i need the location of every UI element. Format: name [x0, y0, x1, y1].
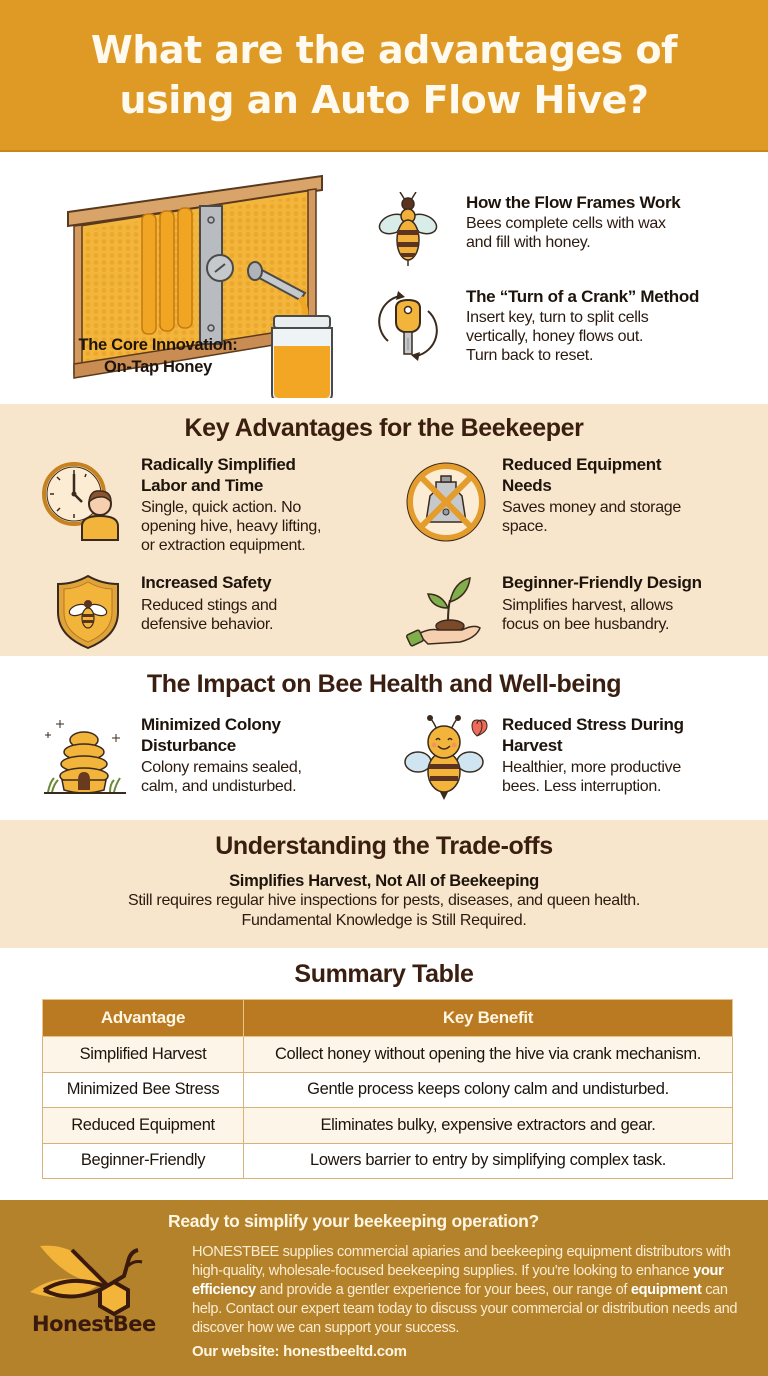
desc-line: space.: [502, 518, 548, 535]
title-line: Harvest: [502, 736, 563, 755]
body-line: Fundamental Knowledge is Still Required.: [241, 912, 527, 929]
health-desc: [141, 758, 302, 796]
table-header-row: [43, 1000, 733, 1037]
core-innovation-caption: [58, 334, 258, 378]
desc-line: or extraction equipment.: [141, 537, 306, 554]
table-cell: Gentle process keeps colony calm and undisturbed.: [244, 1072, 733, 1108]
page-header: [0, 0, 768, 152]
advantage-increased-safety: [40, 572, 380, 652]
section-title: Understanding the Trade-offs: [215, 832, 553, 860]
no-extractor-icon: [404, 460, 488, 544]
body-emphasis: equipment: [630, 1282, 702, 1298]
feature-flow-frames: [378, 192, 758, 272]
intro-section: [0, 154, 768, 404]
feature-desc: [466, 214, 666, 252]
title-line: Reduced Stress During: [502, 715, 684, 734]
table-row: [43, 1072, 733, 1108]
tradeoffs-subtitle: Simplifies Harvest, Not All of Beekeeping: [229, 872, 539, 890]
desc-line: and fill with honey.: [466, 234, 591, 251]
cta-body: [192, 1243, 752, 1338]
page-title: What are the advantages of using an Auto Flow Hive?: [90, 28, 678, 122]
body-text: can help. Contact our expert team today to discuss your commercial or distribution needs and discover how we can support your success.: [192, 1282, 738, 1336]
table-row: [43, 1143, 733, 1179]
title-line: Disturbance: [141, 736, 236, 755]
section-title: The Impact on Bee Health and Well-being: [146, 670, 622, 698]
seedling-hand-icon: [404, 572, 488, 652]
advantage-simplified-labor: [40, 454, 380, 564]
desc-line: vertically, honey flows out.: [466, 328, 644, 345]
tradeoffs-body: [0, 891, 768, 931]
advantage-desc: [141, 596, 277, 634]
bee-health-section: [0, 656, 768, 820]
column-header: Key Benefit: [244, 1000, 733, 1037]
key-rotate-icon: [378, 286, 438, 366]
cta-title: Ready to simplify your beekeeping operation?: [168, 1211, 539, 1231]
summary-table: [42, 999, 733, 1179]
table-cell: Lowers barrier to entry by simplifying complex task.: [244, 1143, 733, 1179]
caption-line: On-Tap Honey: [104, 358, 212, 376]
desc-line: Turn back to reset.: [466, 347, 594, 364]
advantage-title: Beginner-Friendly Design: [502, 573, 702, 592]
advantage-title: Increased Safety: [141, 573, 272, 592]
website-label: Our website:: [192, 1343, 284, 1360]
table-row: [43, 1037, 733, 1073]
feature-desc: [466, 308, 648, 365]
table-cell: Beginner-Friendly: [43, 1143, 244, 1179]
table-cell: Eliminates bulky, expensive extractors and gear.: [244, 1108, 733, 1144]
honestbee-logo-text: HonestBee: [32, 1312, 156, 1336]
health-title: [141, 714, 281, 756]
happy-bee-icon: [404, 714, 494, 804]
desc-line: Insert key, turn to split cells: [466, 309, 649, 326]
desc-line: opening hive, heavy lifting,: [141, 518, 322, 535]
advantage-title: [502, 454, 661, 496]
body-text: HONESTBEE supplies commercial apiaries and beekeeping equipment distributors with high-quality, wholesale-focused beekeeping supplies. If you're looking to enhance: [192, 1244, 731, 1279]
section-title: Summary Table: [294, 960, 474, 988]
title-line: Reduced Equipment: [502, 455, 662, 474]
body-line: Still requires regular hive inspections for pests, diseases, and queen health.: [127, 892, 641, 909]
website-line: [192, 1343, 407, 1360]
title-line: Labor and Time: [141, 476, 264, 495]
table-cell: Minimized Bee Stress: [43, 1072, 244, 1108]
beehive-skep-icon: [40, 714, 130, 804]
website-link[interactable]: honestbeeltd.com: [283, 1343, 407, 1360]
table-cell: Reduced Equipment: [43, 1108, 244, 1144]
footer-cta: [0, 1200, 768, 1376]
table-cell: Simplified Harvest: [43, 1037, 244, 1073]
title-line: Radically Simplified: [141, 455, 296, 474]
clock-person-icon: [40, 460, 130, 550]
desc-line: Healthier, more productive: [502, 759, 681, 776]
key-advantages-section: [0, 404, 768, 656]
body-text: and provide a gentler experience for your bees, our range of: [255, 1282, 631, 1298]
tradeoffs-section: [0, 820, 768, 948]
section-title: Key Advantages for the Beekeeper: [184, 414, 584, 442]
advantage-desc: [141, 498, 321, 555]
desc-line: Colony remains sealed,: [141, 759, 302, 776]
summary-section: [0, 948, 768, 1198]
health-desc: [502, 758, 681, 796]
feature-turn-of-crank: [378, 286, 758, 376]
bee-icon: [378, 192, 438, 272]
desc-line: Single, quick action. No: [141, 499, 302, 516]
advantage-beginner-friendly: [404, 572, 754, 652]
desc-line: calm, and undisturbed.: [141, 778, 297, 795]
advantage-reduced-equipment: [404, 454, 754, 564]
table-cell: Collect honey without opening the hive via crank mechanism.: [244, 1037, 733, 1073]
caption-line: The Core Innovation:: [78, 336, 238, 354]
health-title: [502, 714, 684, 756]
title-line: Minimized Colony: [141, 715, 281, 734]
desc-line: defensive behavior.: [141, 616, 274, 633]
advantage-title: [141, 454, 296, 496]
desc-line: Reduced stings and: [141, 597, 278, 614]
desc-line: bees. Less interruption.: [502, 778, 662, 795]
desc-line: focus on bee husbandry.: [502, 616, 670, 633]
title-line: Needs: [502, 476, 552, 495]
desc-line: Bees complete cells with wax: [466, 215, 666, 232]
health-reduced-stress: [404, 714, 754, 814]
feature-title: How the Flow Frames Work: [466, 193, 681, 212]
desc-line: Simplifies harvest, allows: [502, 597, 673, 614]
desc-line: Saves money and storage: [502, 499, 681, 516]
advantage-desc: [502, 596, 673, 634]
health-minimized-disturbance: [40, 714, 380, 814]
feature-title: The “Turn of a Crank” Method: [466, 287, 700, 306]
body-emphasis: your efficiency: [192, 1263, 724, 1298]
advantage-desc: [502, 498, 681, 536]
bee-shield-icon: [48, 572, 128, 652]
table-row: [43, 1108, 733, 1144]
column-header: Advantage: [43, 1000, 244, 1037]
